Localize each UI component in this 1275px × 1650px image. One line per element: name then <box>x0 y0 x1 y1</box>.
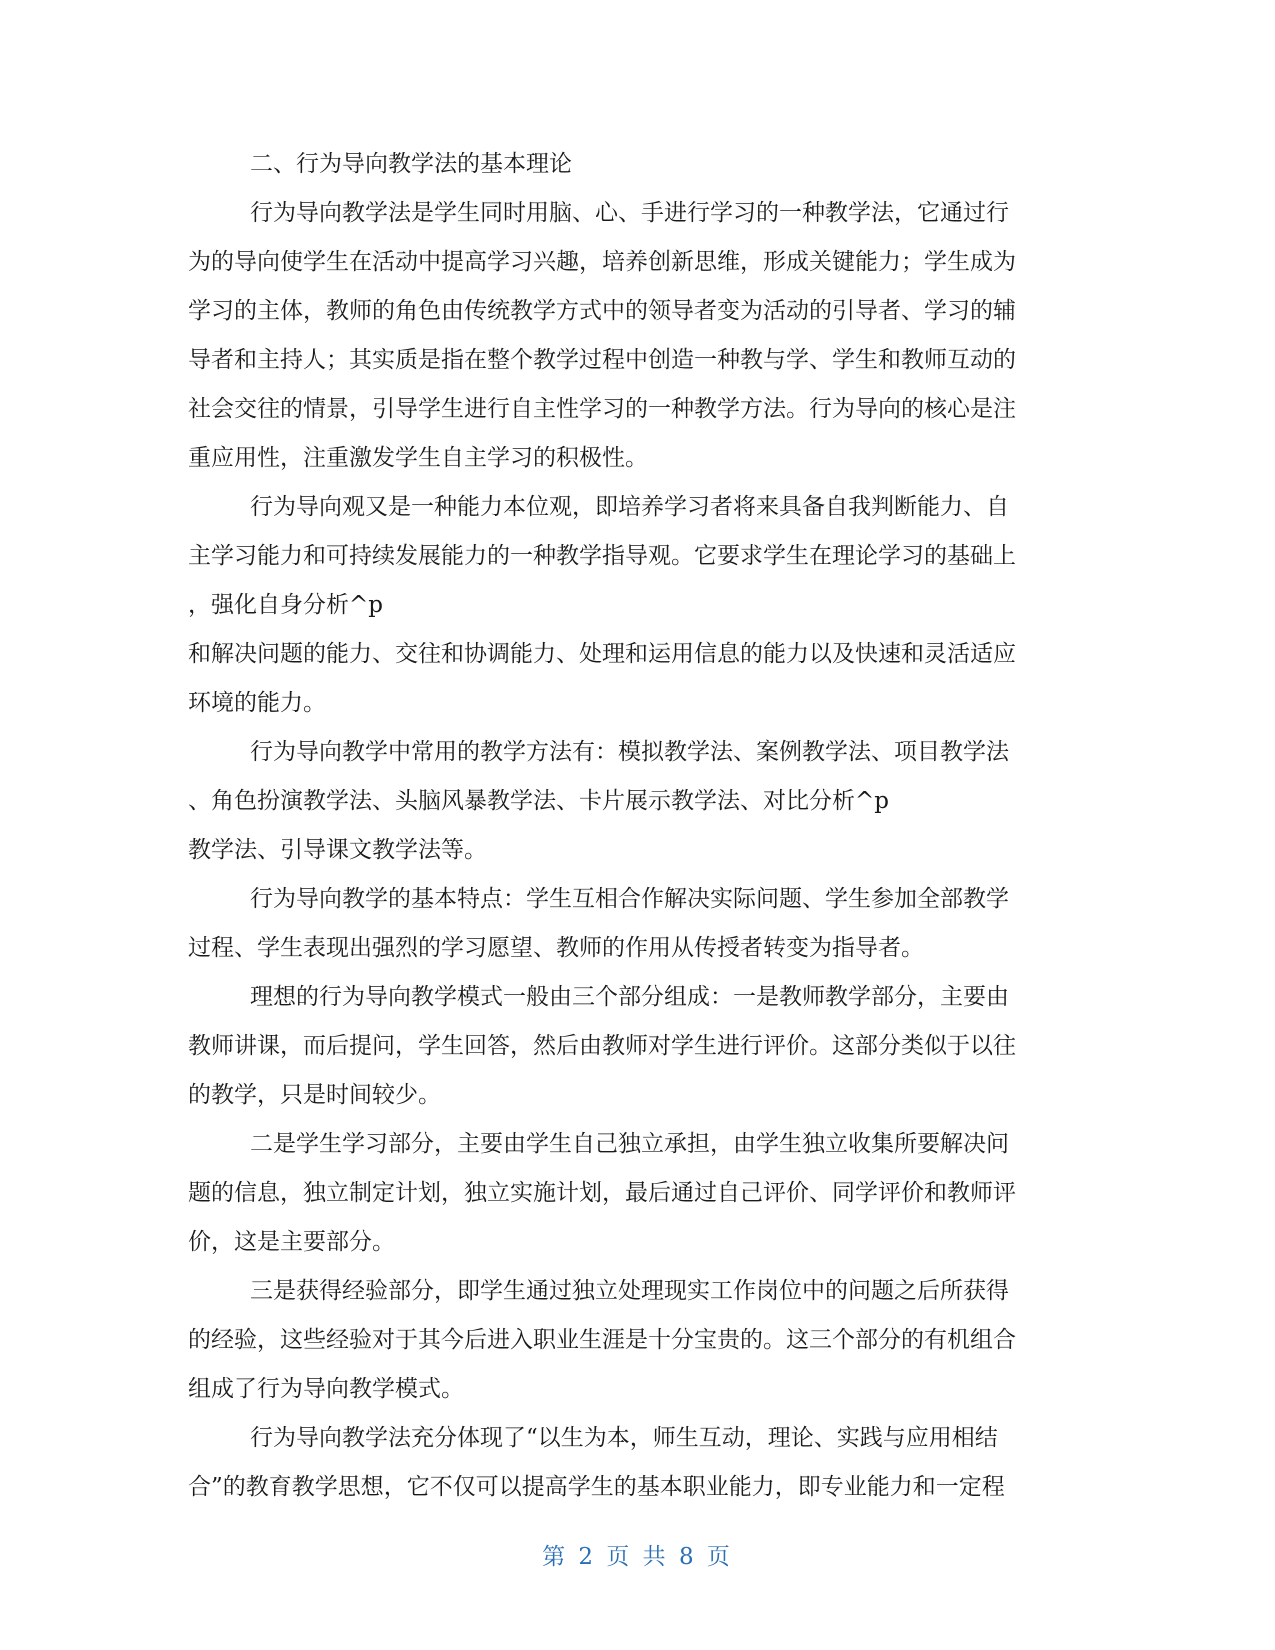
text-line: 行为导向教学中常用的教学方法有：模拟教学法、案例教学法、项目教学法 <box>250 739 1009 765</box>
document-body <box>188 140 1088 1512</box>
text-line: 社会交往的情景，引导学生进行自主性学习的一种教学方法。行为导向的核心是注 <box>188 396 1016 422</box>
text-line: 行为导向观又是一种能力本位观，即培养学习者将来具备自我判断能力、自 <box>250 494 1009 520</box>
text-line: 二、行为导向教学法的基本理论 <box>250 151 572 177</box>
text-line: 过程、学生表现出强烈的学习愿望、教师的作用从传授者转变为指导者。 <box>188 935 924 961</box>
text-line: 为的导向使学生在活动中提高学习兴趣，培养创新思维，形成关键能力；学生成为 <box>188 249 1016 275</box>
text-line: 主学习能力和可持续发展能力的一种教学指导观。它要求学生在理论学习的基础上 <box>188 543 1016 569</box>
text-line: 行为导向教学法是学生同时用脑、心、手进行学习的一种教学法，它通过行 <box>250 200 1009 226</box>
text-line: 理想的行为导向教学模式一般由三个部分组成：一是教师教学部分，主要由 <box>250 984 1009 1010</box>
text-line: 的经验，这些经验对于其今后进入职业生涯是十分宝贵的。这三个部分的有机组合 <box>188 1327 1016 1353</box>
page-number-footer: 第 2 页 共 8 页 <box>542 1544 733 1570</box>
text-line: 组成了行为导向教学模式。 <box>188 1376 464 1402</box>
text-line: 行为导向教学法充分体现了“以生为本，师生互动，理论、实践与应用相结 <box>250 1425 998 1451</box>
text-line: 二是学生学习部分，主要由学生自己独立承担，由学生独立收集所要解决问 <box>250 1131 1009 1157</box>
text-line: 价，这是主要部分。 <box>188 1229 395 1255</box>
text-line: 、角色扮演教学法、头脑风暴教学法、卡片展示教学法、对比分析^p <box>188 788 889 814</box>
text-line: 重应用性，注重激发学生自主学习的积极性。 <box>188 445 648 471</box>
text-line: 教师讲课，而后提问，学生回答，然后由教师对学生进行评价。这部分类似于以往 <box>188 1033 1016 1059</box>
text-line: 题的信息，独立制定计划，独立实施计划，最后通过自己评价、同学评价和教师评 <box>188 1180 1016 1206</box>
text-line: 教学法、引导课文教学法等。 <box>188 837 487 863</box>
text-line: 三是获得经验部分，即学生通过独立处理现实工作岗位中的问题之后所获得 <box>250 1278 1009 1304</box>
text-line: 导者和主持人；其实质是指在整个教学过程中创造一种教与学、学生和教师互动的 <box>188 347 1016 373</box>
text-line: 行为导向教学的基本特点：学生互相合作解决实际问题、学生参加全部教学 <box>250 886 1009 912</box>
text-line: ，强化自身分析^p <box>188 592 383 618</box>
text-line: 环境的能力。 <box>188 690 326 716</box>
text-line: 和解决问题的能力、交往和协调能力、处理和运用信息的能力以及快速和灵活适应 <box>188 641 1016 667</box>
text-line: 合”的教育教学思想，它不仅可以提高学生的基本职业能力，即专业能力和一定程 <box>188 1474 1005 1500</box>
text-line: 学习的主体，教师的角色由传统教学方式中的领导者变为活动的引导者、学习的辅 <box>188 298 1016 324</box>
text-line: 的教学，只是时间较少。 <box>188 1082 441 1108</box>
